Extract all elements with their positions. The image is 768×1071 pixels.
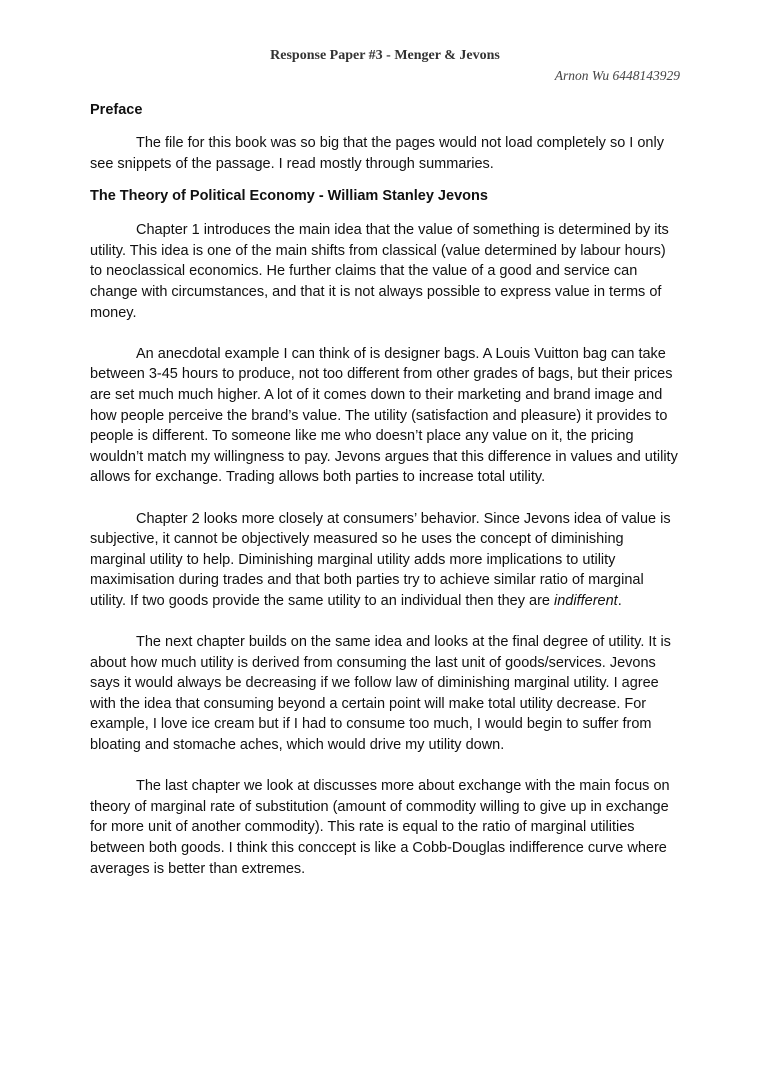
body-paragraph [90, 509, 680, 612]
paragraph-text: Chapter 2 looks more closely at consumers’ behavior. Since Jevons idea of value is subjective, it cannot be objectively measured so he uses the concept of diminishing marginal utility to help. Diminishing marginal utility adds more implications to utility maximisation during trades and that both parties try to achieve similar ratio of marginal utility. If two goods provide the same utility to an individual then they are [90, 510, 671, 609]
author-line: Arnon Wu 6448143929 [554, 68, 680, 83]
section-heading: The Theory of Political Economy - William Stanley Jevons [90, 188, 488, 205]
document-page [0, 47, 768, 1071]
body-paragraph: Chapter 1 introduces the main idea that the value of something is determined by its utility. This idea is one of the main shifts from classical (value determined by labour hours) to neoclassical economics. He further claims that the value of a good and service can change with circumstances, and that it is not always possible to express value in terms of money. [90, 222, 669, 321]
document-title: Response Paper #3 - Menger & Jevons [270, 48, 500, 63]
body-paragraph: The last chapter we look at discusses more about exchange with the main focus on theory of marginal rate of substitution (amount of commodity willing to give up in exchange for more unit of another commodity). This rate is equal to the ratio of marginal utilities between both goods. I think this conccept is like a Cobb-Douglas indifference curve where averages is better than extremes. [90, 778, 670, 877]
body-paragraph: An anecdotal example I can think of is designer bags. A Louis Vuitton bag can take between 3-45 hours to produce, not too different from other grades of bags, but their prices are set much much higher. A lot of it comes down to their marketing and brand image and how people perceive the brand’s value. The utility (satisfaction and pleasure) it provides to people is different. To someone like me who doesn’t place any value on it, the pricing wouldn’t match my willingness to pay. Jevons argues that this difference in values and utility allows for exchange. Trading allows both parties to increase total utility. [90, 345, 678, 486]
emphasized-term: indifferent [554, 592, 618, 609]
body-paragraph: The next chapter builds on the same idea and looks at the final degree of utility. It is about how much utility is derived from consuming the last unit of goods/services. Jevons says it would always be decreasing if we follow law of diminishing marginal utility. I agree with the idea that consuming beyond a certain point will make total utility decrease. For example, I love ice cream but if I had to consume too much, I would begin to suffer from bloating and stomache aches, which would drive my utility down. [90, 634, 671, 754]
paragraph-end: . [617, 592, 622, 609]
preface-heading: Preface [90, 102, 143, 118]
preface-paragraph: The file for this book was so big that the pages would not load completely so I only see snippets of the passage. I read mostly through summaries. [90, 135, 664, 172]
